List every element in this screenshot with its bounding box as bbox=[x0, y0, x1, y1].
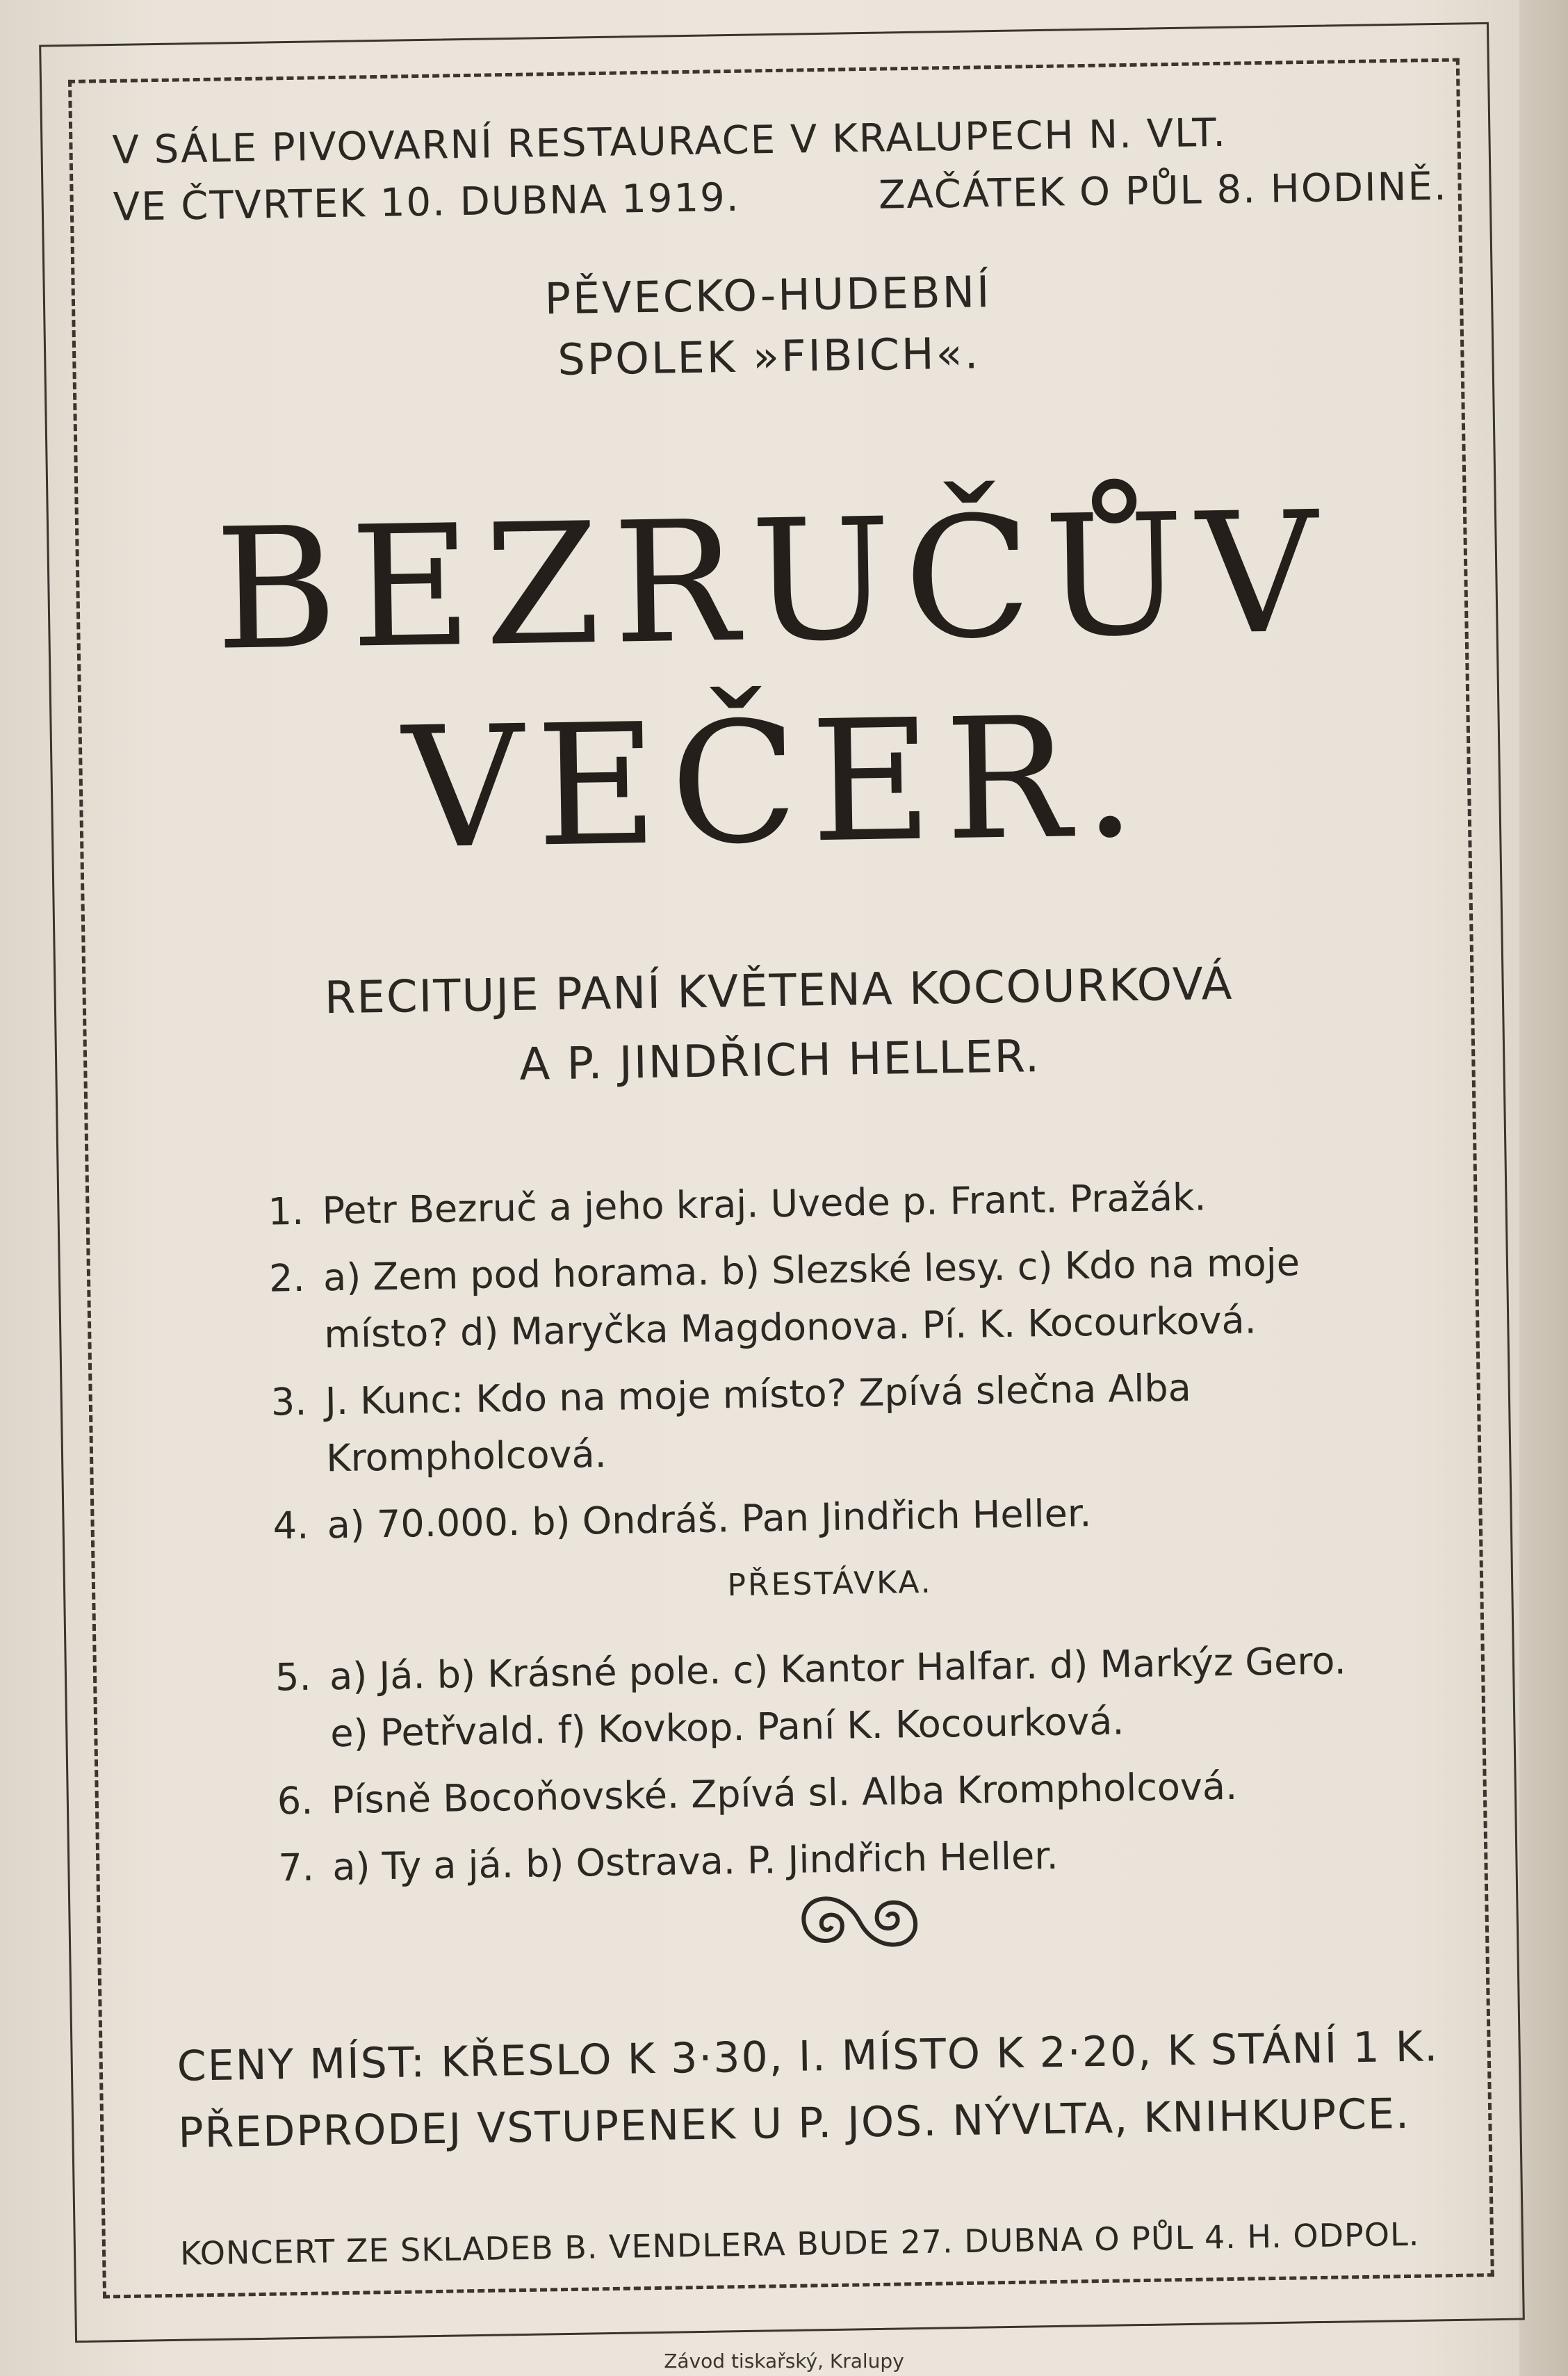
prices-line-2: PŘEDPRODEJ VSTUPENEK U P. JOS. NÝVLTA, KNIHKUPCE. bbox=[177, 2089, 1411, 2158]
item-text: a) Já. b) Krásné pole. c) Kantor Halfar. d) Markýz Gero. e) Petřvald. f) Kovkop. Paní K. Kocourková. bbox=[329, 1638, 1347, 1756]
prices-line-1: CENY MÍST: KŘESLO K 3·30, I. MÍSTO K 2·20, K STÁNÍ 1 K. bbox=[177, 2022, 1439, 2091]
poster-content bbox=[41, 24, 1523, 2341]
item-number: 2. bbox=[268, 1255, 306, 1301]
program-item bbox=[277, 1755, 1389, 1830]
title-line-2: VEČER. bbox=[401, 679, 1150, 886]
item-text: J. Kunc: Kdo na moje místo? Zpívá slečna Alba Krompholcová. bbox=[325, 1365, 1192, 1481]
program-item bbox=[268, 1166, 1380, 1240]
intermission-label: PŘESTÁVKA. bbox=[727, 1564, 933, 1604]
item-text: Petr Bezruč a jeho kraj. Uvede p. Frant. Pražák. bbox=[322, 1175, 1207, 1233]
concert-notice: KONCERT ZE SKLADEB B. VENDLERA BUDE 27. DUBNA O PŮL 4. H. ODPOL. bbox=[179, 2215, 1420, 2272]
event-start: ZAČÁTEK O PŮL 8. HODINĚ. bbox=[878, 163, 1448, 218]
program-item bbox=[275, 1632, 1388, 1763]
program-item bbox=[270, 1356, 1384, 1488]
program-item bbox=[272, 1480, 1385, 1554]
item-text: Písně Bocoňovské. Zpívá sl. Alba Krompholcová. bbox=[331, 1764, 1238, 1823]
society-name bbox=[44, 254, 1492, 399]
event-date: VE ČTVRTEK 10. DUBNA 1919. bbox=[113, 174, 741, 230]
reciters-line-1: RECITUJE PANÍ KVĚTENA KOCOURKOVÁ bbox=[324, 958, 1234, 1025]
program-item bbox=[268, 1232, 1382, 1364]
poster-outer-frame bbox=[39, 22, 1525, 2343]
venue-header bbox=[112, 101, 1448, 236]
item-number: 5. bbox=[275, 1654, 312, 1700]
venue-text: V SÁLE PIVOVARNÍ RESTAURACE V KRALUPECH N. VLT. bbox=[112, 110, 1227, 173]
item-number: 1. bbox=[268, 1189, 304, 1234]
society-line-2: SPOLEK »FIBICH«. bbox=[557, 327, 981, 385]
item-number: 7. bbox=[277, 1845, 315, 1890]
reciters-line-2: A P. JINDŘICH HELLER. bbox=[518, 1031, 1041, 1091]
item-number: 3. bbox=[270, 1379, 307, 1424]
scroll-ornament-icon bbox=[793, 1879, 926, 1964]
item-text: a) Zem pod horama. b) Slezské lesy. c) Kdo na moje místo? d) Maryčka Magdonova. Pí. K. Kocourková. bbox=[322, 1240, 1300, 1357]
item-number: 4. bbox=[272, 1503, 309, 1548]
society-line-1: PĚVECKO-HUDEBNÍ bbox=[544, 266, 992, 325]
item-number: 6. bbox=[277, 1778, 313, 1823]
item-text: a) 70.000. b) Ondráš. Pan Jindřich Heller. bbox=[327, 1491, 1092, 1547]
ticket-prices bbox=[177, 2013, 1471, 2167]
program-list bbox=[268, 1166, 1391, 1906]
reciters bbox=[56, 945, 1503, 1107]
item-text: a) Ty a já. b) Ostrava. P. Jindřich Heller. bbox=[332, 1833, 1059, 1889]
adjacent-page-edge bbox=[1519, 0, 1568, 2376]
title-line-1: BEZRUČŮV bbox=[213, 475, 1332, 687]
poster-title bbox=[48, 469, 1500, 895]
printer-imprint: Závod tiskařský, Kralupy bbox=[664, 2350, 904, 2373]
